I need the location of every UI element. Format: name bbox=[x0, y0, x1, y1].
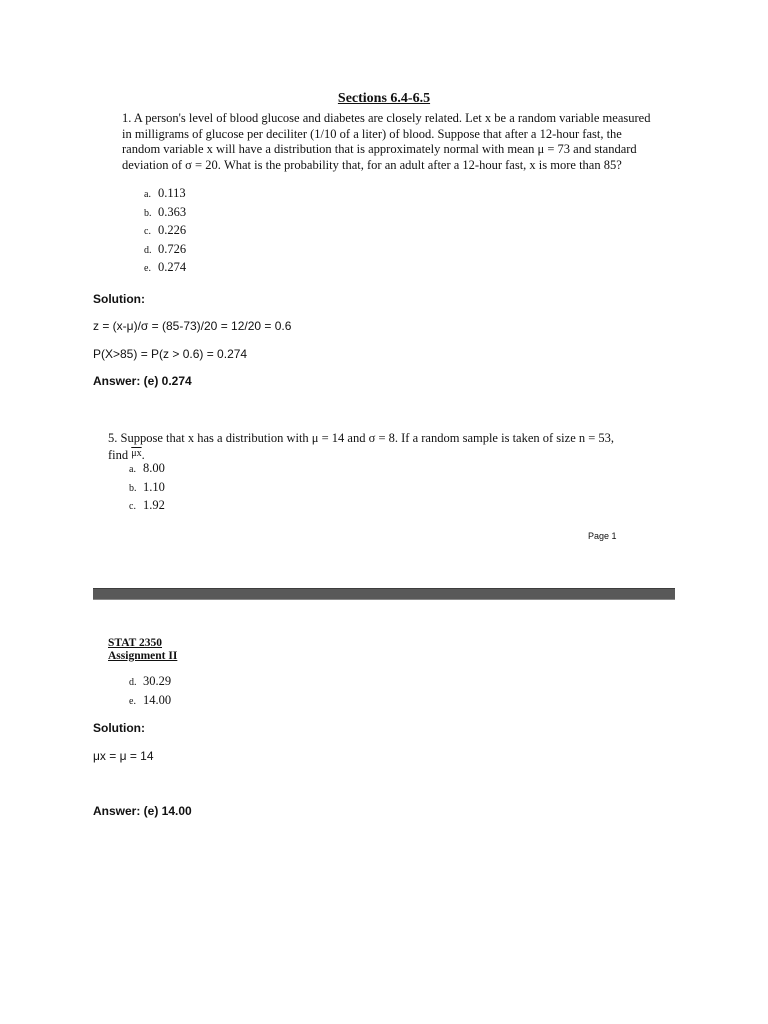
option-label: b. bbox=[144, 207, 152, 219]
option-a bbox=[129, 460, 165, 479]
q1-solution-heading: Solution: bbox=[93, 292, 145, 306]
option-value: 14.00 bbox=[143, 692, 172, 707]
mu-xbar-symbol: μx bbox=[131, 448, 142, 459]
option-value: 0.363 bbox=[158, 204, 187, 219]
assignment-title: Assignment II bbox=[108, 650, 178, 662]
question-5-text-main: 5. Suppose that x has a distribution with μ = 14 and σ = 8. If a random sample is taken of size n = 53, find bbox=[108, 431, 615, 462]
option-value: 30.29 bbox=[143, 674, 172, 688]
option-value: 0.113 bbox=[158, 186, 186, 200]
q1-solution-step-1: z = (x-μ)/σ = (85-73)/20 = 12/20 = 0.6 bbox=[93, 319, 292, 333]
question-1-options bbox=[144, 185, 186, 278]
option-d bbox=[129, 673, 171, 692]
question-5-text bbox=[108, 431, 628, 463]
option-label: a. bbox=[144, 189, 151, 200]
option-d bbox=[144, 241, 186, 260]
option-a bbox=[144, 185, 186, 204]
option-label: d. bbox=[129, 677, 137, 688]
question-5-options-page-2 bbox=[129, 673, 171, 710]
question-5-text-end: . bbox=[141, 448, 145, 462]
option-value: 0.274 bbox=[158, 260, 187, 275]
option-value: 0.726 bbox=[158, 241, 187, 256]
option-e bbox=[144, 259, 186, 278]
option-value: 0.226 bbox=[158, 223, 187, 238]
q5-answer: Answer: (e) 14.00 bbox=[93, 804, 192, 818]
q5-solution-step-1: μx = μ = 14 bbox=[93, 749, 154, 763]
option-value: 8.00 bbox=[143, 461, 165, 475]
q1-answer: Answer: (e) 0.274 bbox=[93, 374, 192, 388]
option-label: c. bbox=[144, 226, 151, 238]
option-b bbox=[129, 479, 165, 498]
option-label: c. bbox=[129, 501, 136, 513]
option-label: b. bbox=[129, 482, 137, 494]
option-e bbox=[129, 692, 171, 711]
option-label: d. bbox=[144, 244, 152, 256]
option-b bbox=[144, 204, 186, 223]
question-5-options-page-1 bbox=[129, 460, 165, 516]
course-header bbox=[108, 637, 177, 663]
option-label: e. bbox=[144, 263, 151, 275]
option-c bbox=[129, 497, 165, 516]
option-label: a. bbox=[129, 464, 136, 475]
page-number: Page 1 bbox=[588, 531, 617, 541]
page-separator bbox=[93, 588, 675, 600]
option-value: 1.92 bbox=[143, 498, 165, 513]
q5-solution-heading: Solution: bbox=[93, 721, 145, 735]
question-1-text: 1. A person's level of blood glucose and diabetes are closely related. Let x be a random variable measured in milligrams of glucose per deciliter (1/10 of a liter) of blood. Suppose that after a 12-hour fast, the random variable x will have a distribution that is approximately normal with mean μ = 73 and standard deviation of σ = 20. What is the probability that, for an adult after a 12-hour fast, x is more than 85? bbox=[122, 111, 651, 172]
section-title: Sections 6.4-6.5 bbox=[337, 91, 431, 106]
q1-solution-step-2: P(X>85) = P(z > 0.6) = 0.274 bbox=[93, 347, 248, 361]
option-label: e. bbox=[129, 695, 136, 707]
option-c bbox=[144, 222, 186, 241]
option-value: 1.10 bbox=[143, 479, 165, 494]
course-code: STAT 2350 bbox=[108, 637, 163, 649]
